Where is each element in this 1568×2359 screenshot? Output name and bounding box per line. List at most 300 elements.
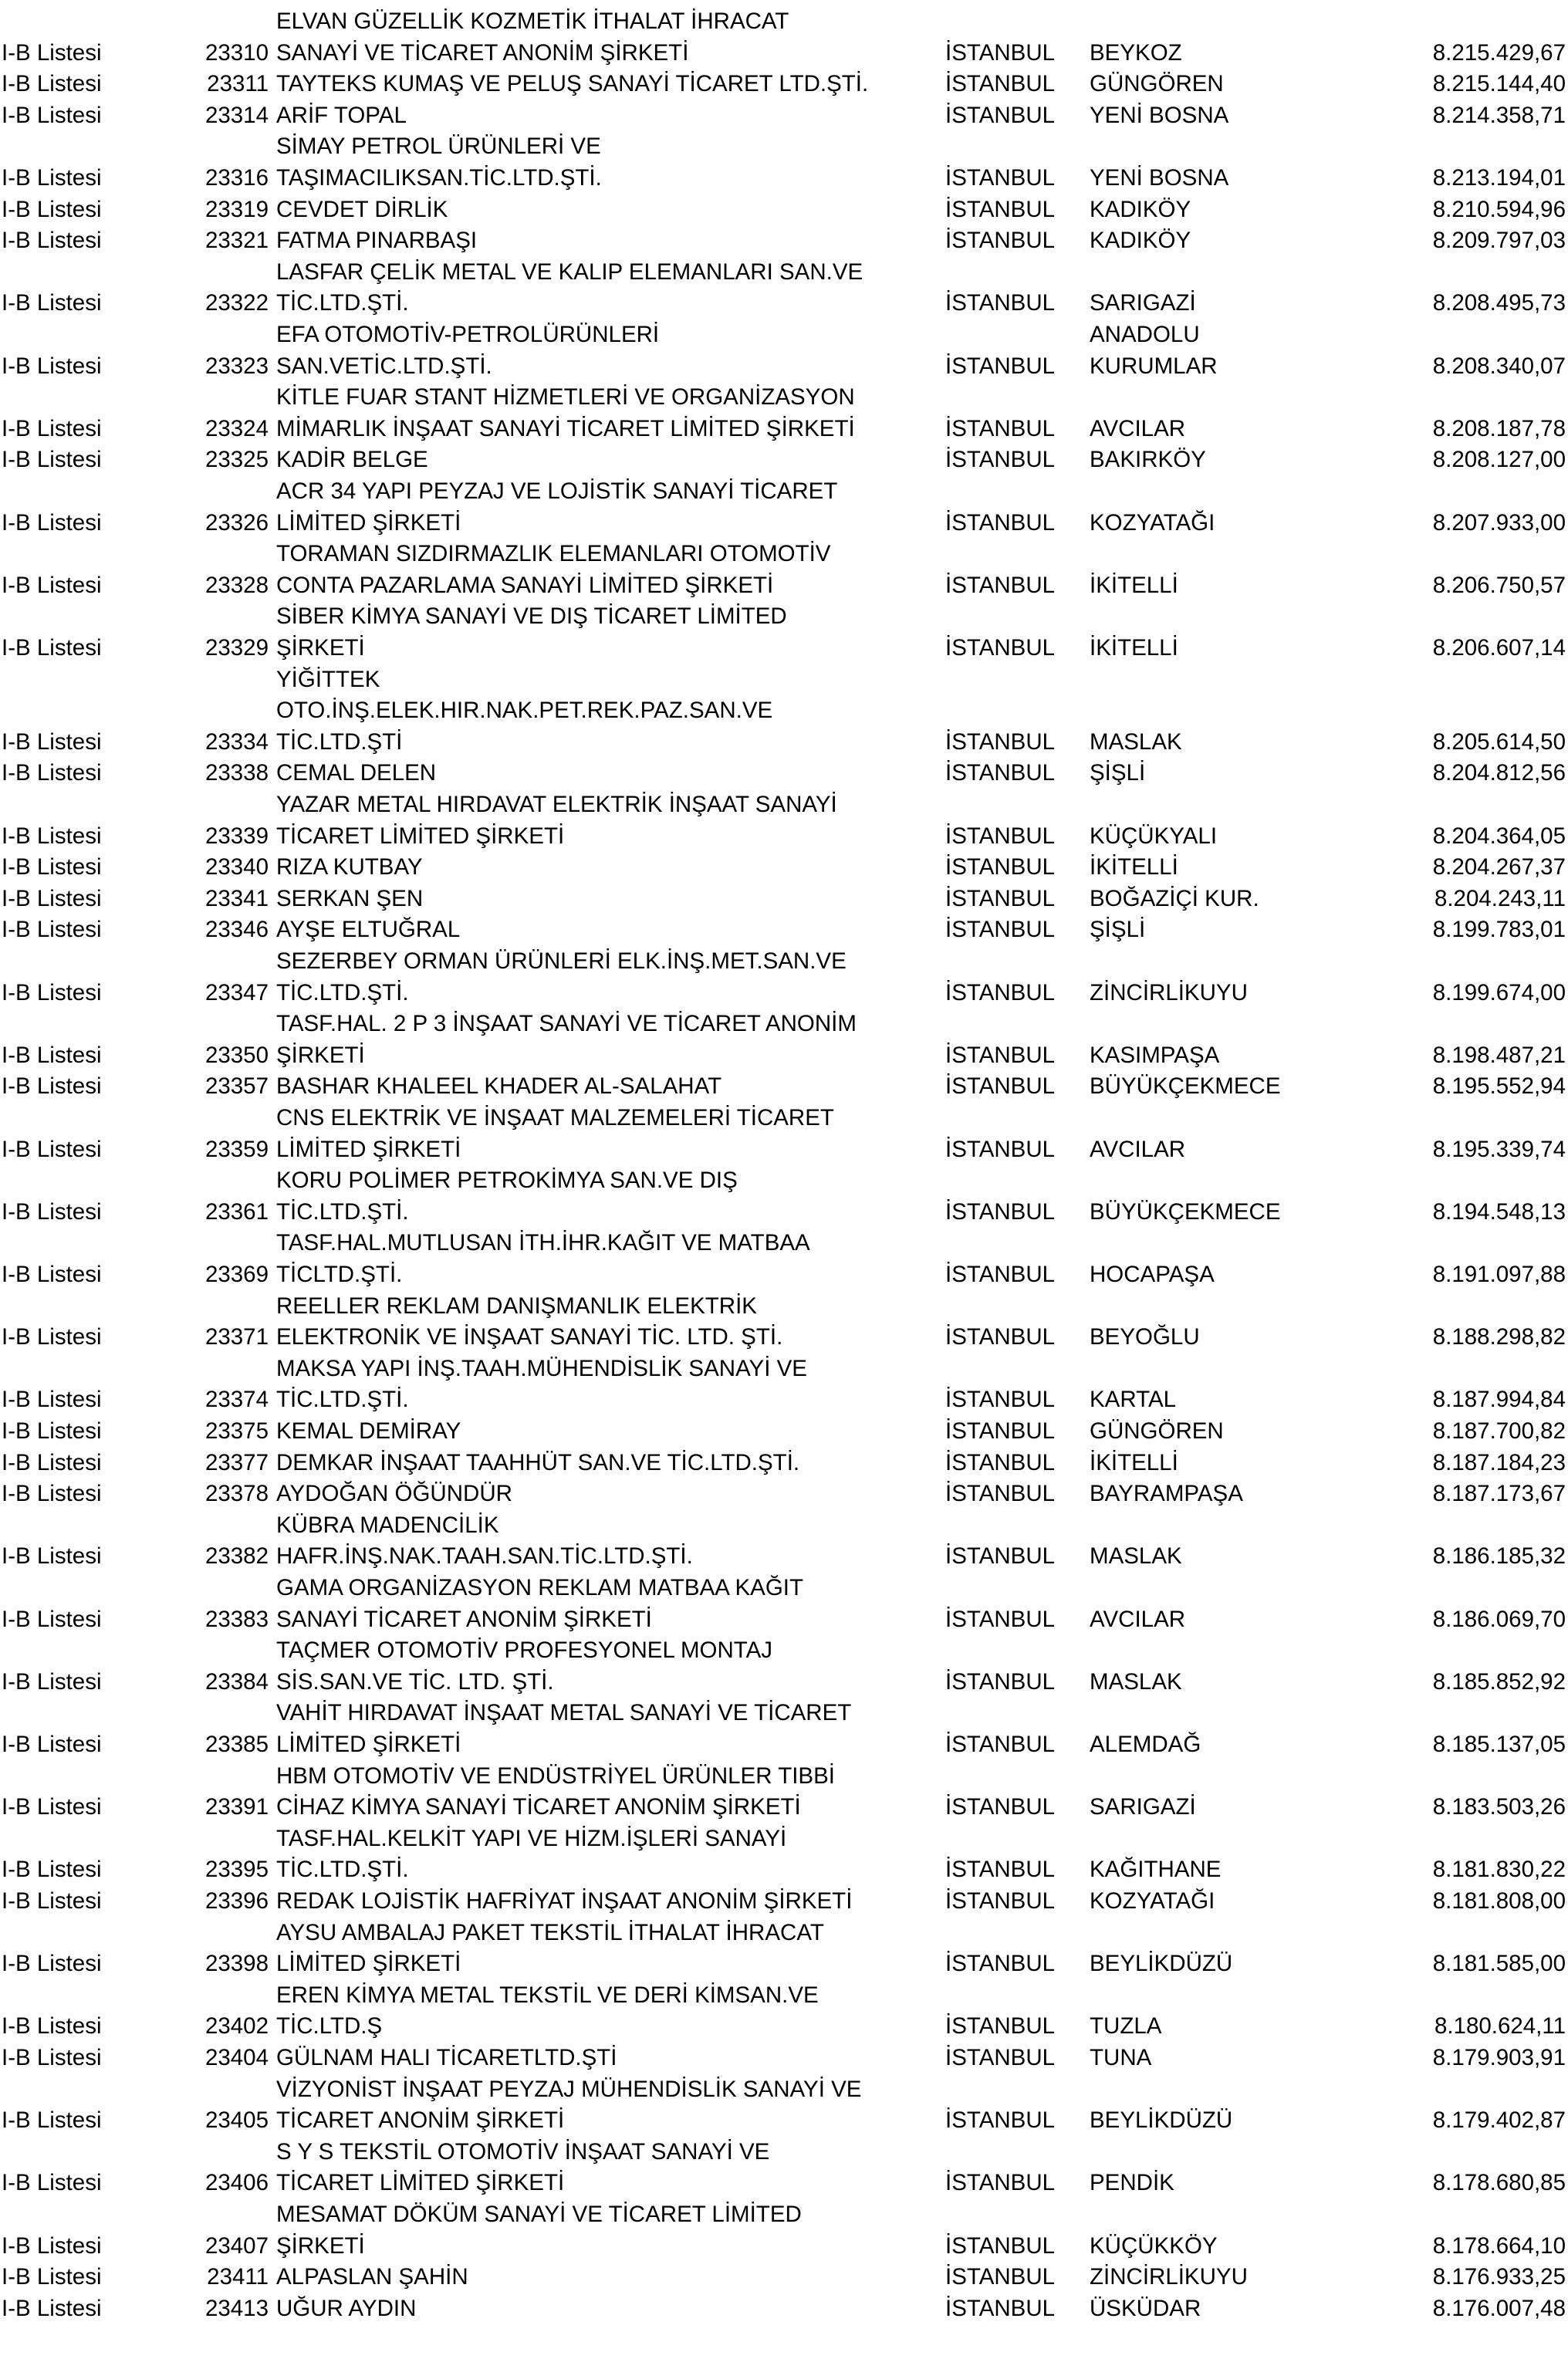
district: AVCILAR [1090, 1606, 1186, 1632]
list-type: I-B Listesi [2, 71, 102, 97]
company-name: CNS ELEKTRİK VE İNŞAAT MALZEMELERİ TİCARET [276, 1105, 834, 1130]
company-name: TORAMAN SIZDIRMAZLIK ELEMANLARI OTOMOTİV [276, 541, 831, 567]
list-type: I-B Listesi [2, 572, 102, 598]
district: BEYOĞLU [1090, 1324, 1200, 1350]
list-type: I-B Listesi [2, 2013, 102, 2040]
amount: 8.181.808,00 [1432, 1888, 1566, 1914]
record-number: 23341 [204, 885, 269, 911]
company-name: TAYTEKS KUMAŞ VE PELUŞ SANAYİ TİCARET LTD.ŞTİ. [276, 71, 869, 97]
amount: 8.179.903,91 [1432, 2045, 1566, 2070]
city: İSTANBUL [945, 1888, 1056, 1914]
company-name: SİMAY PETROL ÜRÜNLERİ VE [276, 133, 601, 160]
district: BOĞAZİÇİ KUR. [1090, 885, 1259, 911]
city: İSTANBUL [945, 1136, 1056, 1162]
record-number: 23402 [204, 2013, 269, 2040]
company-name: REELLER REKLAM DANIŞMANLIK ELEKTRİK [276, 1293, 757, 1319]
company-name: KADİR BELGE [276, 447, 428, 473]
city: İSTANBUL [945, 1543, 1056, 1570]
district: BEYLİKDÜZÜ [1090, 2107, 1233, 2134]
record-number: 23404 [204, 2045, 269, 2070]
list-type: I-B Listesi [2, 2232, 102, 2259]
city: İSTANBUL [945, 196, 1056, 222]
record-number: 23319 [204, 196, 269, 222]
city: İSTANBUL [945, 1262, 1056, 1287]
amount: 8.213.194,01 [1432, 165, 1566, 191]
record-number: 23383 [204, 1606, 269, 1632]
district: MASLAK [1090, 1543, 1182, 1570]
record-number: 23398 [204, 1951, 269, 1977]
company-name: TİC.LTD.Ş [276, 2013, 383, 2040]
record-number: 23334 [204, 728, 269, 755]
record-number: 23325 [204, 447, 269, 473]
list-type: I-B Listesi [2, 1449, 102, 1475]
company-name: TİC.LTD.ŞTİ. [276, 1198, 409, 1225]
district: ZİNCİRLİKUYU [1090, 979, 1248, 1005]
company-name: SİS.SAN.VE TİC. LTD. ŞTİ. [276, 1668, 554, 1695]
amount: 8.215.144,40 [1432, 71, 1566, 97]
record-number: 23371 [204, 1324, 269, 1350]
company-name: DEMKAR İNŞAAT TAAHHÜT SAN.VE TİC.LTD.ŞTİ. [276, 1449, 800, 1475]
district: KADIKÖY [1090, 228, 1191, 254]
city: İSTANBUL [945, 1668, 1056, 1695]
company-name: TİC.LTD.ŞTİ. [276, 290, 409, 316]
company-name: TİC.LTD.ŞTİ. [276, 1857, 409, 1883]
district: BEYKOZ [1090, 39, 1182, 66]
city: İSTANBUL [945, 353, 1056, 379]
amount: 8.185.852,92 [1432, 1668, 1566, 1695]
amount: 8.181.830,22 [1432, 1857, 1566, 1883]
record-number: 23321 [204, 228, 269, 254]
amount: 8.186.069,70 [1432, 1606, 1566, 1632]
record-number: 23395 [204, 1857, 269, 1883]
record-number: 23384 [204, 1668, 269, 1695]
list-type: I-B Listesi [2, 1042, 102, 1068]
district: HOCAPAŞA [1090, 1262, 1215, 1287]
list-type: I-B Listesi [2, 447, 102, 473]
district: YENİ BOSNA [1090, 102, 1229, 128]
record-number: 23378 [204, 1481, 269, 1507]
city: İSTANBUL [945, 2295, 1056, 2321]
company-name: AYŞE ELTUĞRAL [276, 917, 461, 943]
city: İSTANBUL [945, 2264, 1056, 2290]
company-name: SERKAN ŞEN [276, 885, 424, 911]
record-number: 23322 [204, 290, 269, 316]
district: MASLAK [1090, 1668, 1182, 1695]
list-type: I-B Listesi [2, 1387, 102, 1413]
list-type: I-B Listesi [2, 635, 102, 661]
city: İSTANBUL [945, 1387, 1056, 1413]
company-name: CEVDET DİRLİK [276, 196, 448, 222]
company-name: LİMİTED ŞİRKETİ [276, 1732, 461, 1757]
district: ZİNCİRLİKUYU [1090, 2264, 1248, 2290]
amount: 8.181.585,00 [1432, 1951, 1566, 1977]
amount: 8.185.137,05 [1432, 1732, 1566, 1757]
district: GÜNGÖREN [1090, 71, 1224, 97]
city: İSTANBUL [945, 823, 1056, 849]
company-name: KORU POLİMER PETROKİMYA SAN.VE DIŞ [276, 1168, 738, 1194]
company-name: ŞİRKETİ [276, 635, 365, 661]
list-type: I-B Listesi [2, 228, 102, 254]
company-name: LİMİTED ŞİRKETİ [276, 1136, 461, 1162]
record-number: 23385 [204, 1732, 269, 1757]
district: KADIKÖY [1090, 196, 1191, 222]
record-number: 23361 [204, 1198, 269, 1225]
company-name: MESAMAT DÖKÜM SANAYİ VE TİCARET LİMİTED [276, 2202, 802, 2227]
list-type: I-B Listesi [2, 885, 102, 911]
amount: 8.210.594,96 [1432, 196, 1566, 222]
record-number: 23396 [204, 1888, 269, 1914]
list-type: I-B Listesi [2, 1888, 102, 1914]
company-name: TASF.HAL.MUTLUSAN İTH.İHR.KAĞIT VE MATBAA [276, 1230, 810, 1256]
amount: 8.198.487,21 [1432, 1042, 1566, 1068]
list-type: I-B Listesi [2, 2170, 102, 2196]
company-name: YAZAR METAL HIRDAVAT ELEKTRİK İNŞAAT SANAYİ [276, 792, 837, 817]
list-type: I-B Listesi [2, 1073, 102, 1100]
record-number: 23377 [204, 1449, 269, 1475]
district: KOZYATAĞI [1090, 1888, 1215, 1914]
city: İSTANBUL [945, 1042, 1056, 1068]
company-name: SEZERBEY ORMAN ÜRÜNLERİ ELK.İNŞ.MET.SAN.VE [276, 948, 847, 974]
record-number: 23350 [204, 1042, 269, 1068]
company-name: ARİF TOPAL [276, 102, 407, 128]
amount: 8.183.503,26 [1432, 1794, 1566, 1820]
company-name: LİMİTED ŞİRKETİ [276, 1951, 461, 1977]
company-name: S Y S TEKSTİL OTOMOTİV İNŞAAT SANAYİ VE [276, 2138, 770, 2165]
district: ALEMDAĞ [1090, 1732, 1201, 1757]
company-name: RIZA KUTBAY [276, 854, 423, 880]
record-number: 23329 [204, 635, 269, 661]
company-name: EFA OTOMOTİV-PETROLÜRÜNLERİ [276, 322, 660, 347]
city: İSTANBUL [945, 2045, 1056, 2070]
company-name: TİC.LTD.ŞTİ [276, 728, 403, 755]
record-number: 23311 [207, 71, 269, 97]
amount: 8.205.614,50 [1432, 728, 1566, 755]
company-name: TİCARET ANONİM ŞİRKETİ [276, 2107, 565, 2134]
record-number: 23391 [204, 1794, 269, 1820]
list-type: I-B Listesi [2, 917, 102, 943]
list-type: I-B Listesi [2, 2045, 102, 2070]
amount: 8.199.783,01 [1432, 917, 1566, 943]
record-number: 23382 [204, 1543, 269, 1570]
company-name: TİCARET LİMİTED ŞİRKETİ [276, 823, 565, 849]
record-number: 23324 [204, 415, 269, 441]
company-name: CONTA PAZARLAMA SANAYİ LİMİTED ŞİRKETİ [276, 572, 774, 598]
district: KÜÇÜKKÖY [1090, 2232, 1218, 2259]
city: İSTANBUL [945, 1857, 1056, 1883]
district: GÜNGÖREN [1090, 1418, 1224, 1444]
city: İSTANBUL [945, 572, 1056, 598]
city: İSTANBUL [945, 509, 1056, 536]
company-name: ACR 34 YAPI PEYZAJ VE LOJİSTİK SANAYİ TİCARET [276, 478, 838, 504]
company-name: SAN.VETİC.LTD.ŞTİ. [276, 353, 492, 379]
record-number: 23374 [204, 1387, 269, 1413]
city: İSTANBUL [945, 2013, 1056, 2040]
amount: 8.206.750,57 [1432, 572, 1566, 598]
record-number: 23340 [204, 854, 269, 880]
district: AVCILAR [1090, 415, 1186, 441]
list-type: I-B Listesi [2, 760, 102, 786]
list-type: I-B Listesi [2, 1136, 102, 1162]
list-type: I-B Listesi [2, 415, 102, 441]
company-name: TASF.HAL. 2 P 3 İNŞAAT SANAYİ VE TİCARET ANONİM [276, 1011, 857, 1037]
amount: 8.176.933,25 [1432, 2264, 1566, 2290]
company-name: TASF.HAL.KELKİT YAPI VE HİZM.İŞLERİ SANAYİ [276, 1825, 787, 1851]
amount: 8.187.994,84 [1432, 1387, 1566, 1413]
list-type: I-B Listesi [2, 290, 102, 316]
company-name: OTO.İNŞ.ELEK.HIR.NAK.PET.REK.PAZ.SAN.VE [276, 698, 773, 724]
district: KÜÇÜKYALI [1090, 823, 1218, 849]
list-type: I-B Listesi [2, 1481, 102, 1507]
company-name: SİBER KİMYA SANAYİ VE DIŞ TİCARET LİMİTED [276, 603, 787, 630]
city: İSTANBUL [945, 885, 1056, 911]
record-number: 23359 [204, 1136, 269, 1162]
amount: 8.208.127,00 [1432, 447, 1566, 473]
record-number: 23326 [204, 509, 269, 536]
city: İSTANBUL [945, 979, 1056, 1005]
company-name: MİMARLIK İNŞAAT SANAYİ TİCARET LİMİTED ŞİRKETİ [276, 415, 855, 441]
record-number: 23338 [204, 760, 269, 786]
city: İSTANBUL [945, 1449, 1056, 1475]
company-name: HAFR.İNŞ.NAK.TAAH.SAN.TİC.LTD.ŞTİ. [276, 1543, 693, 1570]
district: BEYLİKDÜZÜ [1090, 1951, 1233, 1977]
list-type: I-B Listesi [2, 1857, 102, 1883]
district: ANADOLU [1090, 322, 1200, 347]
city: İSTANBUL [945, 728, 1056, 755]
list-type: I-B Listesi [2, 2107, 102, 2134]
city: İSTANBUL [945, 1418, 1056, 1444]
company-name: REDAK LOJİSTİK HAFRİYAT İNŞAAT ANONİM ŞİRKETİ [276, 1888, 853, 1914]
amount: 8.204.243,11 [1434, 885, 1566, 911]
city: İSTANBUL [945, 447, 1056, 473]
company-name: FATMA PINARBAŞI [276, 228, 478, 254]
amount: 8.194.548,13 [1432, 1198, 1566, 1225]
record-number: 23369 [204, 1262, 269, 1287]
district: KAĞITHANE [1090, 1857, 1222, 1883]
record-number: 23316 [204, 165, 269, 191]
district: KARTAL [1090, 1387, 1177, 1413]
amount: 8.208.187,78 [1432, 415, 1566, 441]
company-name: GÜLNAM HALI TİCARETLTD.ŞTİ [276, 2045, 617, 2070]
company-name: CEMAL DELEN [276, 760, 437, 786]
company-name: KİTLE FUAR STANT HİZMETLERİ VE ORGANİZASYON [276, 384, 855, 411]
city: İSTANBUL [945, 760, 1056, 786]
amount: 8.187.700,82 [1432, 1418, 1566, 1444]
city: İSTANBUL [945, 635, 1056, 661]
list-type: I-B Listesi [2, 2295, 102, 2321]
list-type: I-B Listesi [2, 353, 102, 379]
amount: 8.176.007,48 [1432, 2295, 1566, 2321]
district: TUZLA [1090, 2013, 1162, 2040]
record-number: 23375 [204, 1418, 269, 1444]
district: PENDİK [1090, 2170, 1174, 2196]
district: TUNA [1090, 2045, 1152, 2070]
list-type: I-B Listesi [2, 1324, 102, 1350]
record-number: 23357 [204, 1073, 269, 1100]
amount: 8.187.184,23 [1432, 1449, 1566, 1475]
district: ŞİŞLİ [1090, 917, 1146, 943]
company-name: KEMAL DEMİRAY [276, 1418, 461, 1444]
amount: 8.208.495,73 [1432, 290, 1566, 316]
district: İKİTELLİ [1090, 572, 1178, 598]
district: KASIMPAŞA [1090, 1042, 1220, 1068]
city: İSTANBUL [945, 415, 1056, 441]
record-number: 23314 [204, 102, 269, 128]
amount: 8.195.552,94 [1432, 1073, 1566, 1100]
company-name: AYDOĞAN ÖĞÜNDÜR [276, 1481, 512, 1507]
list-type: I-B Listesi [2, 102, 102, 128]
record-number: 23347 [204, 979, 269, 1005]
list-type: I-B Listesi [2, 2264, 102, 2290]
list-type: I-B Listesi [2, 1668, 102, 1695]
company-name: LİMİTED ŞİRKETİ [276, 509, 461, 536]
amount: 8.204.812,56 [1432, 760, 1566, 786]
amount: 8.207.933,00 [1432, 509, 1566, 536]
amount: 8.188.298,82 [1432, 1324, 1566, 1350]
district: İKİTELLİ [1090, 1449, 1178, 1475]
company-name: ŞİRKETİ [276, 2232, 365, 2259]
city: İSTANBUL [945, 2107, 1056, 2134]
district: YENİ BOSNA [1090, 165, 1229, 191]
company-name: GAMA ORGANİZASYON REKLAM MATBAA KAĞIT [276, 1575, 804, 1600]
district: İKİTELLİ [1090, 635, 1178, 661]
company-name: MAKSA YAPI İNŞ.TAAH.MÜHENDİSLİK SANAYİ VE [276, 1355, 807, 1381]
district: MASLAK [1090, 728, 1182, 755]
city: İSTANBUL [945, 71, 1056, 97]
list-type: I-B Listesi [2, 165, 102, 191]
record-number: 23405 [204, 2107, 269, 2134]
list-type: I-B Listesi [2, 196, 102, 222]
company-name: UĞUR AYDIN [276, 2295, 417, 2321]
list-type: I-B Listesi [2, 1198, 102, 1225]
list-type: I-B Listesi [2, 1732, 102, 1757]
amount: 8.186.185,32 [1432, 1543, 1566, 1570]
record-number: 23407 [204, 2232, 269, 2259]
district: SARIGAZİ [1090, 1794, 1196, 1820]
amount: 8.204.267,37 [1432, 854, 1566, 880]
amount: 8.178.680,85 [1432, 2170, 1566, 2196]
list-type: I-B Listesi [2, 1951, 102, 1977]
district: KOZYATAĞI [1090, 509, 1215, 536]
company-name: TİCARET LİMİTED ŞİRKETİ [276, 2170, 565, 2196]
company-name: ŞİRKETİ [276, 1042, 365, 1068]
city: İSTANBUL [945, 228, 1056, 254]
city: İSTANBUL [945, 2232, 1056, 2259]
city: İSTANBUL [945, 1073, 1056, 1100]
district: BÜYÜKÇEKMECE [1090, 1073, 1281, 1100]
record-number: 23413 [204, 2295, 269, 2321]
city: İSTANBUL [945, 165, 1056, 191]
amount: 8.187.173,67 [1432, 1481, 1566, 1507]
company-name: VAHİT HIRDAVAT İNŞAAT METAL SANAYİ VE TİCARET [276, 1700, 852, 1726]
district: BAYRAMPAŞA [1090, 1481, 1243, 1507]
record-number: 23411 [207, 2264, 269, 2290]
city: İSTANBUL [945, 1951, 1056, 1977]
amount: 8.208.340,07 [1432, 353, 1566, 379]
company-name: AYSU AMBALAJ PAKET TEKSTİL İTHALAT İHRACAT [276, 1919, 824, 1945]
city: İSTANBUL [945, 102, 1056, 128]
record-number: 23323 [204, 353, 269, 379]
district: BÜYÜKÇEKMECE [1090, 1198, 1281, 1225]
record-number: 23346 [204, 917, 269, 943]
district: İKİTELLİ [1090, 854, 1178, 880]
amount: 8.191.097,88 [1432, 1262, 1566, 1287]
list-type: I-B Listesi [2, 728, 102, 755]
district: AVCILAR [1090, 1136, 1186, 1162]
company-name: ELEKTRONİK VE İNŞAAT SANAYİ TİC. LTD. ŞTİ. [276, 1324, 783, 1350]
record-number: 23339 [204, 823, 269, 849]
amount: 8.206.607,14 [1432, 635, 1566, 661]
company-name: YİĞİTTEK [276, 666, 380, 692]
list-type: I-B Listesi [2, 854, 102, 880]
city: İSTANBUL [945, 1732, 1056, 1757]
list-type: I-B Listesi [2, 1543, 102, 1570]
list-type: I-B Listesi [2, 509, 102, 536]
company-name: LASFAR ÇELİK METAL VE KALIP ELEMANLARI SAN.VE [276, 259, 863, 285]
list-type: I-B Listesi [2, 1606, 102, 1632]
amount: 8.178.664,10 [1432, 2232, 1566, 2259]
city: İSTANBUL [945, 2170, 1056, 2196]
company-name: SANAYİ TİCARET ANONİM ŞİRKETİ [276, 1606, 652, 1632]
amount: 8.215.429,67 [1432, 39, 1566, 66]
list-type: I-B Listesi [2, 39, 102, 66]
company-name: BASHAR KHALEEL KHADER AL-SALAHAT [276, 1073, 722, 1100]
list-type: I-B Listesi [2, 1418, 102, 1444]
amount: 8.180.624,11 [1434, 2013, 1566, 2040]
company-name: ELVAN GÜZELLİK KOZMETİK İTHALAT İHRACAT [276, 8, 789, 34]
city: İSTANBUL [945, 1481, 1056, 1507]
company-name: KÜBRA MADENCİLİK [276, 1512, 499, 1538]
city: İSTANBUL [945, 1794, 1056, 1820]
company-name: EREN KİMYA METAL TEKSTİL VE DERİ KİMSAN.VE [276, 1982, 819, 2008]
amount: 8.179.402,87 [1432, 2107, 1566, 2134]
amount: 8.214.358,71 [1432, 102, 1566, 128]
district: BAKIRKÖY [1090, 447, 1206, 473]
company-name: SANAYİ VE TİCARET ANONİM ŞİRKETİ [276, 39, 689, 66]
company-name: VİZYONİST İNŞAAT PEYZAJ MÜHENDİSLİK SANAYİ VE [276, 2076, 862, 2102]
company-name: TİCLTD.ŞTİ. [276, 1262, 403, 1287]
company-name: CİHAZ KİMYA SANAYİ TİCARET ANONİM ŞİRKETİ [276, 1794, 801, 1820]
list-type: I-B Listesi [2, 1262, 102, 1287]
city: İSTANBUL [945, 39, 1056, 66]
district: SARIGAZİ [1090, 290, 1196, 316]
district: KURUMLAR [1090, 353, 1218, 379]
record-number: 23310 [204, 39, 269, 66]
district: ÜSKÜDAR [1090, 2295, 1201, 2321]
amount: 8.195.339,74 [1432, 1136, 1566, 1162]
city: İSTANBUL [945, 290, 1056, 316]
list-type: I-B Listesi [2, 979, 102, 1005]
city: İSTANBUL [945, 1198, 1056, 1225]
amount: 8.199.674,00 [1432, 979, 1566, 1005]
company-name: ALPASLAN ŞAHİN [276, 2264, 468, 2290]
district: ŞİŞLİ [1090, 760, 1146, 786]
company-name: TAŞIMACILIKSAN.TİC.LTD.ŞTİ. [276, 165, 602, 191]
record-number: 23328 [204, 572, 269, 598]
city: İSTANBUL [945, 1606, 1056, 1632]
company-name: TİC.LTD.ŞTİ. [276, 1387, 409, 1413]
amount: 8.209.797,03 [1432, 228, 1566, 254]
city: İSTANBUL [945, 1324, 1056, 1350]
list-type: I-B Listesi [2, 823, 102, 849]
amount: 8.204.364,05 [1432, 823, 1566, 849]
city: İSTANBUL [945, 854, 1056, 880]
record-number: 23406 [204, 2170, 269, 2196]
company-name: TAÇMER OTOMOTİV PROFESYONEL MONTAJ [276, 1637, 773, 1664]
city: İSTANBUL [945, 917, 1056, 943]
list-type: I-B Listesi [2, 1794, 102, 1820]
company-name: HBM OTOMOTİV VE ENDÜSTRİYEL ÜRÜNLER TIBBİ [276, 1762, 835, 1789]
company-name: TİC.LTD.ŞTİ. [276, 979, 409, 1005]
